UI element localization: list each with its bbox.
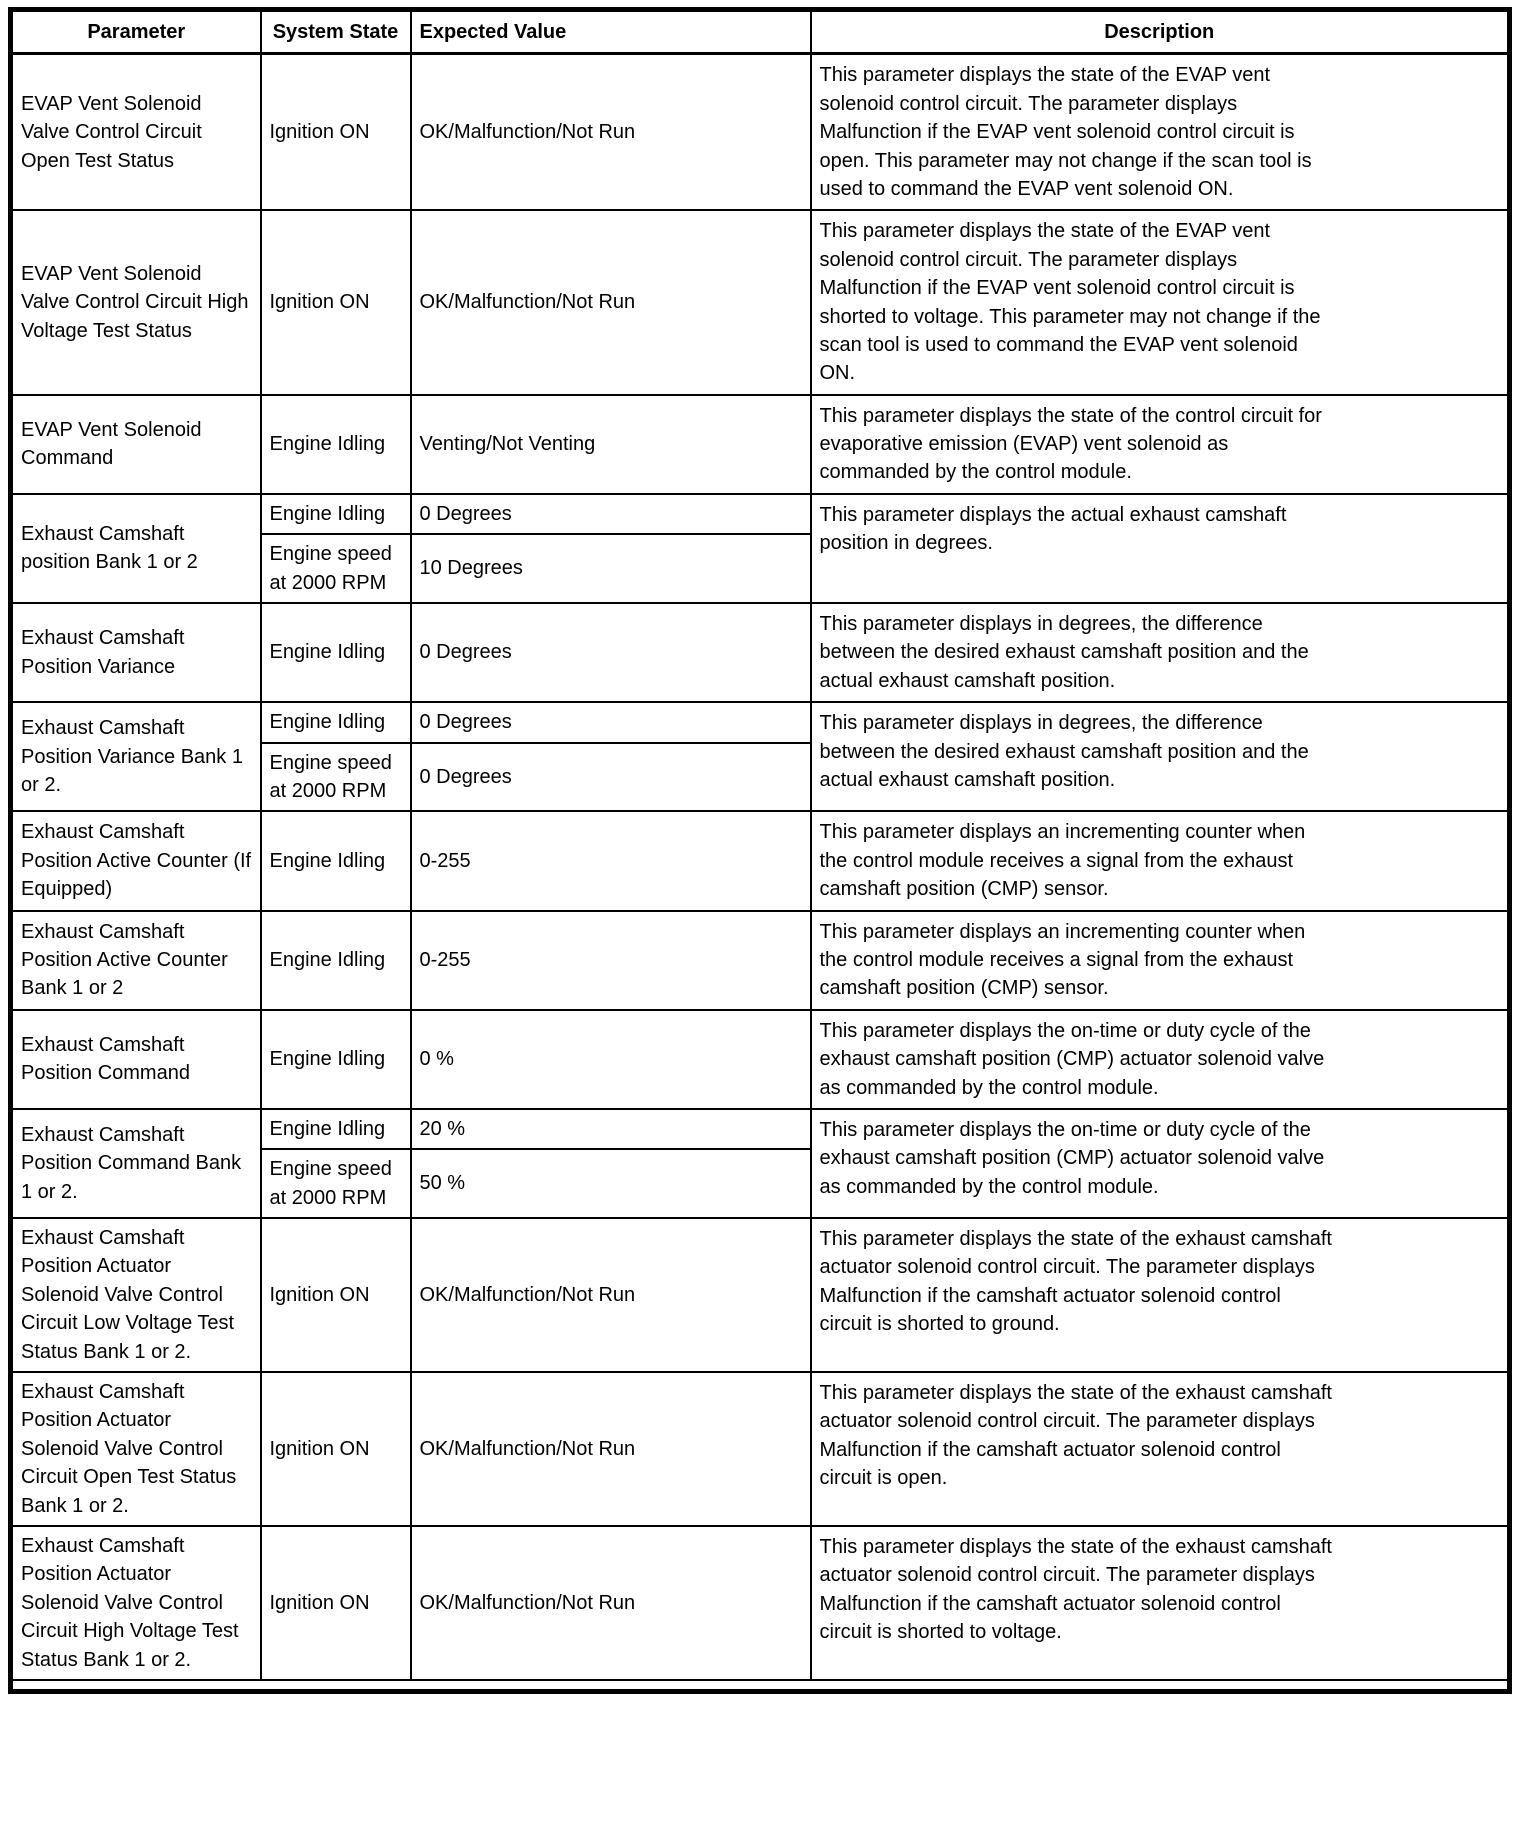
description-cell: This parameter displays in degrees, the difference between the desired exhaust camshaft position and the actual exhaust camshaft position. [811, 603, 1510, 702]
table-row [11, 603, 1510, 702]
table-row [11, 210, 1510, 394]
expected-value-cell: 0 Degrees [411, 702, 811, 742]
expected-value-cell: 20 % [411, 1109, 811, 1149]
parameter-cell: Exhaust Camshaft Position Command Bank 1 or 2. [11, 1109, 261, 1218]
header-row [11, 10, 1510, 54]
parameter-cell: Exhaust Camshaft Position Actuator Solenoid Valve Control Circuit Low Voltage Test Status Bank 1 or 2. [11, 1218, 261, 1372]
expected-value-cell: 0 Degrees [411, 494, 811, 534]
table-row [11, 911, 1510, 1010]
parameter-cell: EVAP Vent Solenoid Command [11, 395, 261, 494]
system-state-cell: Engine Idling [261, 1109, 411, 1149]
column-header-expected-value: Expected Value [411, 10, 811, 54]
system-state-cell: Engine Idling [261, 395, 411, 494]
system-state-cell: Engine Idling [261, 811, 411, 910]
parameter-cell: EVAP Vent Solenoid Valve Control Circuit High Voltage Test Status [11, 210, 261, 394]
description-cell: This parameter displays the on-time or duty cycle of the exhaust camshaft position (CMP) actuator solenoid valve as commanded by the control module. [811, 1010, 1510, 1109]
system-state-cell: Engine Idling [261, 494, 411, 534]
table-row [11, 811, 1510, 910]
parameter-cell: EVAP Vent Solenoid Valve Control Circuit Open Test Status [11, 54, 261, 210]
parameter-cell: Exhaust Camshaft Position Command [11, 1010, 261, 1109]
table-row [11, 54, 1510, 210]
description-cell: This parameter displays the actual exhaust camshaft position in degrees. [811, 494, 1510, 603]
table-row [11, 1526, 1510, 1680]
system-state-cell: Ignition ON [261, 1372, 411, 1526]
expected-value-cell: 0 Degrees [411, 603, 811, 702]
description-cell: This parameter displays the state of the exhaust camshaft actuator solenoid control circuit. The parameter displays Malfunction if the camshaft actuator solenoid control circuit is open. [811, 1372, 1510, 1526]
description-cell: This parameter displays the on-time or duty cycle of the exhaust camshaft position (CMP) actuator solenoid valve as commanded by the control module. [811, 1109, 1510, 1218]
table-bottom-spacer [11, 1680, 1510, 1692]
parameter-cell: Exhaust Camshaft position Bank 1 or 2 [11, 494, 261, 603]
system-state-cell: Engine speed at 2000 RPM [261, 743, 411, 812]
system-state-cell: Engine speed at 2000 RPM [261, 534, 411, 603]
parameter-cell: Exhaust Camshaft Position Variance [11, 603, 261, 702]
system-state-cell: Engine Idling [261, 1010, 411, 1109]
table-row [11, 702, 1510, 742]
system-state-cell: Engine Idling [261, 702, 411, 742]
table-row [11, 1218, 1510, 1372]
system-state-cell: Engine Idling [261, 603, 411, 702]
description-cell: This parameter displays the state of the control circuit for evaporative emission (EVAP) vent solenoid as commanded by the control module. [811, 395, 1510, 494]
system-state-cell: Engine Idling [261, 911, 411, 1010]
table-row [11, 1010, 1510, 1109]
description-cell: This parameter displays in degrees, the difference between the desired exhaust camshaft position and the actual exhaust camshaft position. [811, 702, 1510, 811]
table-row [11, 1109, 1510, 1149]
system-state-cell: Ignition ON [261, 1218, 411, 1372]
expected-value-cell: OK/Malfunction/Not Run [411, 54, 811, 210]
description-cell: This parameter displays the state of the EVAP vent solenoid control circuit. The parameter displays Malfunction if the EVAP vent solenoid control circuit is open. This parameter may not change if the scan tool is used to command the EVAP vent solenoid ON. [811, 54, 1510, 210]
system-state-cell: Ignition ON [261, 54, 411, 210]
expected-value-cell: OK/Malfunction/Not Run [411, 1372, 811, 1526]
description-cell: This parameter displays an incrementing counter when the control module receives a signal from the exhaust camshaft position (CMP) sensor. [811, 911, 1510, 1010]
table-row [11, 494, 1510, 534]
system-state-cell: Ignition ON [261, 210, 411, 394]
expected-value-cell: 0-255 [411, 811, 811, 910]
expected-value-cell: OK/Malfunction/Not Run [411, 1526, 811, 1680]
expected-value-cell: 10 Degrees [411, 534, 811, 603]
description-cell: This parameter displays the state of the exhaust camshaft actuator solenoid control circuit. The parameter displays Malfunction if the camshaft actuator solenoid control circuit is shorted to voltage. [811, 1526, 1510, 1680]
column-header-system-state: System State [261, 10, 411, 54]
expected-value-cell: 50 % [411, 1149, 811, 1218]
table-row [11, 395, 1510, 494]
expected-value-cell: 0 Degrees [411, 743, 811, 812]
parameter-cell: Exhaust Camshaft Position Variance Bank 1 or 2. [11, 702, 261, 811]
parameter-cell: Exhaust Camshaft Position Active Counter Bank 1 or 2 [11, 911, 261, 1010]
parameter-cell: Exhaust Camshaft Position Active Counter (If Equipped) [11, 811, 261, 910]
table-row [11, 1372, 1510, 1526]
column-header-description: Description [811, 10, 1510, 54]
parameter-cell: Exhaust Camshaft Position Actuator Solenoid Valve Control Circuit High Voltage Test Status Bank 1 or 2. [11, 1526, 261, 1680]
expected-value-cell: Venting/Not Venting [411, 395, 811, 494]
system-state-cell: Ignition ON [261, 1526, 411, 1680]
description-cell: This parameter displays an incrementing counter when the control module receives a signal from the exhaust camshaft position (CMP) sensor. [811, 811, 1510, 910]
expected-value-cell: 0 % [411, 1010, 811, 1109]
description-cell: This parameter displays the state of the EVAP vent solenoid control circuit. The parameter displays Malfunction if the EVAP vent solenoid control circuit is shorted to voltage. This parameter may not change if the scan tool is used to command the EVAP vent solenoid ON. [811, 210, 1510, 394]
system-state-cell: Engine speed at 2000 RPM [261, 1149, 411, 1218]
column-header-parameter: Parameter [11, 10, 261, 54]
expected-value-cell: OK/Malfunction/Not Run [411, 210, 811, 394]
expected-value-cell: OK/Malfunction/Not Run [411, 1218, 811, 1372]
description-cell: This parameter displays the state of the exhaust camshaft actuator solenoid control circuit. The parameter displays Malfunction if the camshaft actuator solenoid control circuit is shorted to ground. [811, 1218, 1510, 1372]
table-bottom-spacer-cell [11, 1680, 1510, 1692]
scan-tool-parameter-table [8, 7, 1512, 1694]
expected-value-cell: 0-255 [411, 911, 811, 1010]
parameter-cell: Exhaust Camshaft Position Actuator Solenoid Valve Control Circuit Open Test Status Bank 1 or 2. [11, 1372, 261, 1526]
